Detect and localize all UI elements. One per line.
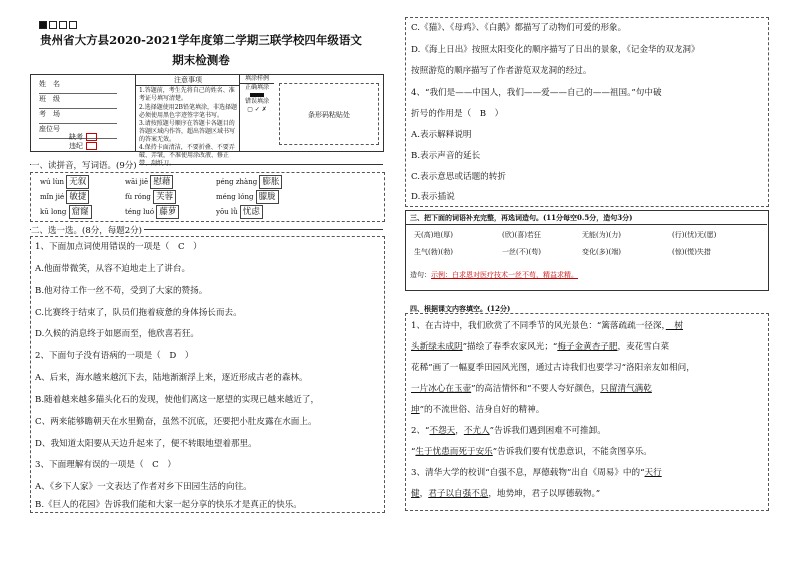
note-item: 4.保持卡面清洁，不要折叠、不要弄破、弄皱，不准使用涂改液、修正带、刮纸刀。	[139, 144, 235, 167]
page-subtitle: 期末检测卷	[172, 53, 230, 67]
answer-word: 膨胀	[262, 177, 280, 187]
pinyin: kū long	[40, 208, 67, 216]
field-label: 姓 名	[39, 80, 60, 88]
square-icon	[39, 21, 47, 29]
answer-box[interactable]	[66, 190, 89, 204]
note-item: 3.请按照题号顺序在答题卡各题目的答题区域内作答，超出答题区域书写的答案无效。	[139, 120, 236, 143]
option-d: D.久候的消息终于如愿而至，他欣喜若狂。	[35, 329, 200, 339]
sentence-label: 造句：	[410, 271, 431, 279]
field-label: 座位号	[39, 125, 60, 133]
answer-word: 藤萝	[159, 207, 177, 217]
text: ”告诉我们要有忧患意识，不能贪图享乐。	[492, 447, 652, 457]
filled-mark-icon	[250, 93, 264, 97]
pinyin: méng lóng	[216, 193, 254, 201]
option-a: A、后来，海水越来越沉下去，陆地渐渐浮上来，逐近形成古老的森林。	[35, 373, 308, 383]
note-item: 2.选择题使用2B铅笔填涂，非选择题必须使用黑色字迹签字笔书写。	[139, 104, 237, 119]
option-c: C.比赛终于结束了，队员们拖着疲惫的身体扬长而去。	[35, 308, 242, 318]
blank-answer[interactable]: 君子以自强不息	[428, 489, 489, 499]
info-fields	[39, 79, 117, 139]
option-b: B.表示声音的延长	[411, 151, 481, 161]
fill-line	[411, 444, 652, 460]
section-3-title: 三、把下面的词语补充完整，再选词造句。(11分每空0.5分，造句3分)	[410, 213, 633, 222]
flag-label: 违纪	[69, 142, 83, 150]
pinyin: yōu lǜ	[216, 208, 238, 216]
text: ”的不流世俗、洁身自好的精神。	[419, 405, 545, 415]
text-line: C.《猫》、《母鸡》、《白鹅》都描写了动物们可爱的形象。	[411, 23, 627, 33]
text-line: 按照游览的顺序描写了作者游览双龙洞的经过。	[411, 66, 592, 76]
sentence-row	[410, 270, 578, 280]
section-1-title: 一、读拼音，写词语。(9分)	[31, 161, 137, 171]
fill-line	[411, 402, 544, 418]
answer-word: 无叙	[69, 177, 87, 187]
answer-box[interactable]	[259, 175, 282, 189]
fill-title: 填涂样例	[240, 75, 274, 84]
divider	[405, 224, 767, 225]
answer-word: 敏捷	[69, 192, 87, 202]
answer-word: 慰藉	[153, 177, 171, 187]
square-icon	[59, 21, 67, 29]
blank-answer[interactable]: 梅子金黄杏子肥	[557, 342, 618, 352]
pinyin: wú lùn	[40, 178, 64, 186]
text: ”描绘了春季农家风光；“	[462, 342, 558, 352]
option-b: B.《巨人的花园》告诉我们能和大家一起分享的快乐才是真正的快乐。	[35, 500, 302, 510]
fill-wrong-label: 错误填涂	[244, 98, 269, 105]
idiom-item[interactable]: 一丝(不)(苟)	[502, 248, 541, 256]
notes-panel	[135, 75, 240, 167]
idiom-item[interactable]: 无能(为)(力)	[582, 231, 621, 239]
blank-answer[interactable]: 坤	[411, 405, 420, 415]
fill-line	[411, 360, 695, 376]
flag-label: 缺考	[69, 133, 83, 141]
pinyin: téng luó	[125, 208, 155, 216]
answer-box[interactable]	[69, 205, 92, 219]
notes-title: 注意事项	[136, 75, 240, 86]
option-a: A、《乡下人家》一文表达了作者对乡下田园生活的向往。	[35, 482, 252, 492]
option-c: C、两来能够瞻朝天在水里勤奋，虽然不沉底，还要把小肚皮露在水面上。	[35, 417, 317, 427]
fill-line	[411, 381, 652, 397]
pinyin: mǐn jié	[40, 193, 65, 201]
text-line: 4、“我们是——中国人，我们——爱——自己的——祖国。”句中破	[411, 88, 662, 98]
blank-answer[interactable]: 头新绿未成阴	[411, 342, 463, 352]
checkbox-icon	[86, 142, 97, 150]
pinyin: péng zhàng	[216, 178, 258, 186]
blank-answer[interactable]: 不怨天	[429, 426, 456, 436]
idiom-item[interactable]: (惊)(慌)失措	[672, 248, 711, 256]
section-4-title: 四、根据课文内容填空。(12分)	[410, 304, 511, 313]
field-label: 班 级	[39, 95, 60, 103]
wrong-mark-icon: ▢ ✓ ✗	[247, 106, 267, 113]
answer-word: 朦胧	[258, 192, 276, 202]
text: ”的高洁情怀和“不要人夸好颜色，	[471, 384, 601, 394]
question-2-2: 2、下面句子没有语病的一项是（ D ）	[35, 351, 194, 361]
checkbox-icon	[86, 133, 97, 141]
field-label: 考 场	[39, 110, 60, 118]
text: ，	[455, 426, 464, 436]
answer-box[interactable]	[150, 175, 173, 189]
pinyin: fù róng	[125, 193, 151, 201]
fill-line	[411, 423, 606, 439]
text: ”告诉我们遇到困难不可推卸。	[489, 426, 606, 436]
answer-box[interactable]	[256, 190, 279, 204]
fill-sample-panel	[239, 75, 274, 151]
blank-answer[interactable]: 只留清气满乾	[600, 384, 652, 394]
blank-answer[interactable]: 树	[665, 321, 683, 331]
answer-box[interactable]	[153, 190, 176, 204]
question-2-1: 1、下面加点词使用错误的一项是（ C ）	[35, 242, 202, 252]
answer-box[interactable]	[156, 205, 179, 219]
fill-line	[411, 318, 683, 334]
fill-line	[411, 465, 662, 481]
pinyin: wāi jiē	[125, 178, 149, 186]
idiom-item[interactable]: 变化(多)(端)	[582, 248, 621, 256]
text-line: D.《海上日出》按照太阳变化的顺序描写了日出的景象，《记金华的双龙洞》	[411, 45, 700, 55]
text: 花稀”画了一幅夏季田园风光图，通过古诗我们也要学习“洛阳亲友如相问，	[411, 363, 695, 373]
note-item: 1.答题前，考生先将自己的姓名、准考证号填写清楚。	[139, 87, 235, 102]
option-a: A.表示解释说明	[411, 130, 472, 140]
square-icon	[69, 21, 77, 29]
text: ，地势坤，君子以厚德载物。”	[488, 489, 601, 499]
answer-word: 芙蓉	[156, 192, 174, 202]
flag-violation[interactable]	[69, 141, 97, 151]
fill-line	[411, 339, 669, 355]
answer-word: 忧虑	[242, 207, 260, 217]
blank-answer[interactable]: 天行	[644, 468, 662, 478]
blank-answer[interactable]: 不尤人	[463, 426, 490, 436]
text: 2、“	[411, 426, 430, 436]
text-line: 折号的作用是（ B ）	[411, 109, 504, 119]
fill-line	[411, 486, 600, 502]
text: 3、清华大学的校训“自强不息，厚德载物”出自《周易》中的“	[411, 468, 645, 478]
text: 1、在古诗中，我们欣赏了不同季节的风光景色：“篱落疏疏一径深，	[411, 321, 666, 331]
text: ，	[419, 489, 429, 499]
blank-answer[interactable]: 一片冰心在玉壶	[411, 384, 472, 394]
barcode-label: 条形码粘贴处	[308, 111, 350, 119]
corner-marks	[37, 14, 77, 33]
option-b: B.他对待工作一丝不苟，受到了大家的赞扬。	[35, 286, 208, 296]
answer-box[interactable]	[240, 205, 263, 219]
blank-answer[interactable]: 生于忧患而死于安乐	[415, 447, 493, 457]
option-b: B.随着越来越多猫头化石的发现，使他们离这一愿望的实现已越来越近了，	[35, 395, 320, 405]
field-name[interactable]	[39, 79, 117, 94]
blank-answer[interactable]: 健	[411, 489, 420, 499]
idiom-item[interactable]: 生气(勃)(勃)	[414, 248, 453, 256]
answer-box[interactable]	[66, 175, 89, 189]
page-title: 贵州省大方县2020-2021学年度第二学期三联学校四年级语文	[40, 33, 362, 47]
barcode-area	[279, 83, 379, 145]
section-2-title: 二、选一选。(8分，每题2分)	[31, 226, 142, 236]
answer-word: 窟窿	[71, 207, 89, 217]
option-a: A.他面带微笑，从容不迫地走上了讲台。	[35, 264, 191, 274]
option-c: C.表示意思或话题的转折	[411, 172, 506, 182]
square-icon	[49, 21, 57, 29]
field-room[interactable]	[39, 109, 117, 124]
fill-correct-label: 正确填涂	[244, 84, 269, 91]
option-d: D.表示插说	[411, 192, 455, 202]
question-2-3: 3、下面理解有误的一项是（ C ）	[35, 460, 176, 470]
idiom-item[interactable]: (欣)(喜)若狂	[502, 231, 541, 239]
text: “	[411, 447, 416, 457]
option-d: D、我知道太阳要从天边升起来了，便不转眼地望着那里。	[35, 439, 257, 449]
idiom-item[interactable]: (行)(忧)无(愿)	[672, 231, 717, 239]
text: ，麦花雪白菜	[617, 342, 670, 352]
field-class[interactable]	[39, 94, 117, 109]
sentence-answer[interactable]: 示例：白求恩对医疗技术一丝不苟，精益求精。	[431, 271, 578, 279]
idiom-item[interactable]: 天(高)地(厚)	[414, 231, 453, 239]
